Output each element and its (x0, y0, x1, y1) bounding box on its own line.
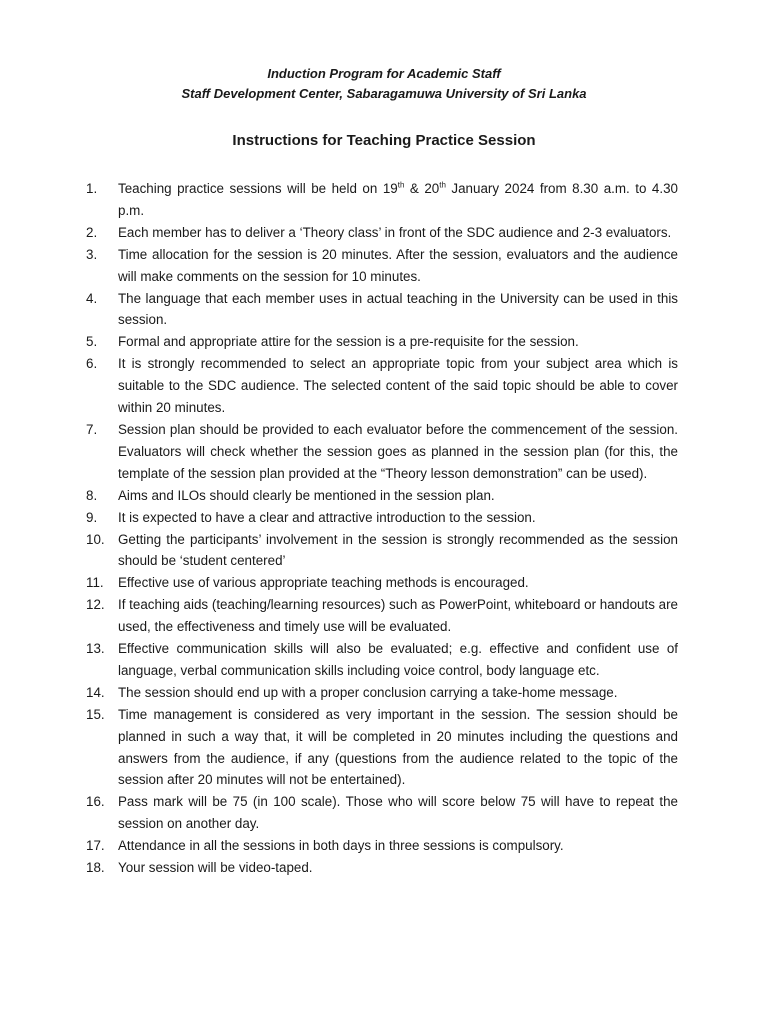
list-item (86, 857, 678, 879)
item-number: 4. (86, 290, 98, 306)
item-text: The session should end up with a proper conclusion carrying a take-home message. (118, 684, 618, 700)
list-item (86, 222, 678, 244)
item-number: 13. (86, 641, 105, 657)
item-number: 3. (86, 246, 98, 262)
item-text: Aims and ILOs should clearly be mentioned in the session plan. (118, 487, 495, 503)
list-item (86, 594, 678, 638)
list-item (86, 331, 678, 353)
list-item (86, 507, 678, 529)
item-number: 14. (86, 684, 105, 700)
item-number: 9. (86, 509, 98, 525)
item-text: Getting the participants’ involvement in the session is strongly recommended as the session should be ‘student centered’ (118, 531, 678, 569)
document-header (0, 64, 768, 104)
item-text: Pass mark will be 75 (in 100 scale). Those who will score below 75 will have to repeat the session on another day. (118, 794, 678, 832)
item-text: Effective use of various appropriate teaching methods is encouraged. (118, 575, 529, 591)
item-text: It is strongly recommended to select an appropriate topic from your subject area which is suitable to the SDC audience. The selected content of the said topic should be able to cover within 20 minutes. (118, 356, 678, 416)
list-item (86, 178, 678, 222)
list-item (86, 244, 678, 288)
item-text: The language that each member uses in actual teaching in the University can be used in this session. (118, 290, 678, 328)
list-item (86, 288, 678, 332)
item-text: Your session will be video-taped. (118, 860, 313, 876)
item-number: 2. (86, 224, 98, 240)
item-text: Each member has to deliver a ‘Theory class’ in front of the SDC audience and 2-3 evaluators. (118, 224, 672, 240)
item-number: 17. (86, 838, 105, 854)
list-item (86, 419, 678, 485)
list-item (86, 485, 678, 507)
item-number: 12. (86, 597, 105, 613)
header-program-name: Induction Program for Academic Staff (267, 66, 501, 81)
list-item (86, 791, 678, 835)
list-item (86, 835, 678, 857)
item-text: If teaching aids (teaching/learning resources) such as PowerPoint, whiteboard or handouts are used, the effectiveness and timely use will be evaluated. (118, 597, 678, 635)
page-title: Instructions for Teaching Practice Session (232, 132, 536, 149)
list-item (86, 572, 678, 594)
header-institution: Staff Development Center, Sabaragamuwa University of Sri Lanka (181, 86, 587, 101)
item-number: 6. (86, 356, 98, 372)
item-number: 18. (86, 860, 105, 876)
list-item (86, 353, 678, 419)
list-item (86, 529, 678, 573)
item-text: Teaching practice sessions will be held on 19th & 20th January 2024 from 8.30 a.m. to 4.30 p.m. (118, 180, 678, 218)
list-item (86, 682, 678, 704)
item-number: 8. (86, 487, 98, 503)
item-text: Effective communication skills will also be evaluated; e.g. effective and confident use of language, verbal communication skills including voice control, body language etc. (118, 641, 678, 678)
list-item (86, 638, 678, 682)
item-text: Attendance in all the sessions in both days in three sessions is compulsory. (118, 838, 564, 854)
item-text: It is expected to have a clear and attractive introduction to the session. (118, 509, 536, 525)
item-number: 7. (86, 421, 98, 437)
item-number: 10. (86, 531, 105, 547)
item-number: 16. (86, 794, 105, 810)
list-item (86, 704, 678, 792)
item-text: Time allocation for the session is 20 minutes. After the session, evaluators and the audience will make comments on the session for 10 minutes. (118, 246, 678, 284)
item-number: 15. (86, 706, 105, 722)
item-number: 11. (86, 575, 104, 591)
item-text: Session plan should be provided to each evaluator before the commencement of the session. Evaluators will check whether the session goes as planned in the session plan (for this, the template of the session plan provided at the “Theory lesson demonstration” can be used). (118, 421, 678, 481)
instructions-list (86, 178, 678, 879)
item-text: Formal and appropriate attire for the session is a pre-requisite for the session. (118, 334, 579, 350)
item-text: Time management is considered as very important in the session. The session should be planned in such a way that, it will be completed in 20 minutes including the questions and answers from the audience, if any (questions from the audience related to the topic of the session after 20 minutes will not be entertained). (118, 706, 678, 788)
item-number: 5. (86, 334, 98, 350)
item-number: 1. (86, 181, 98, 196)
